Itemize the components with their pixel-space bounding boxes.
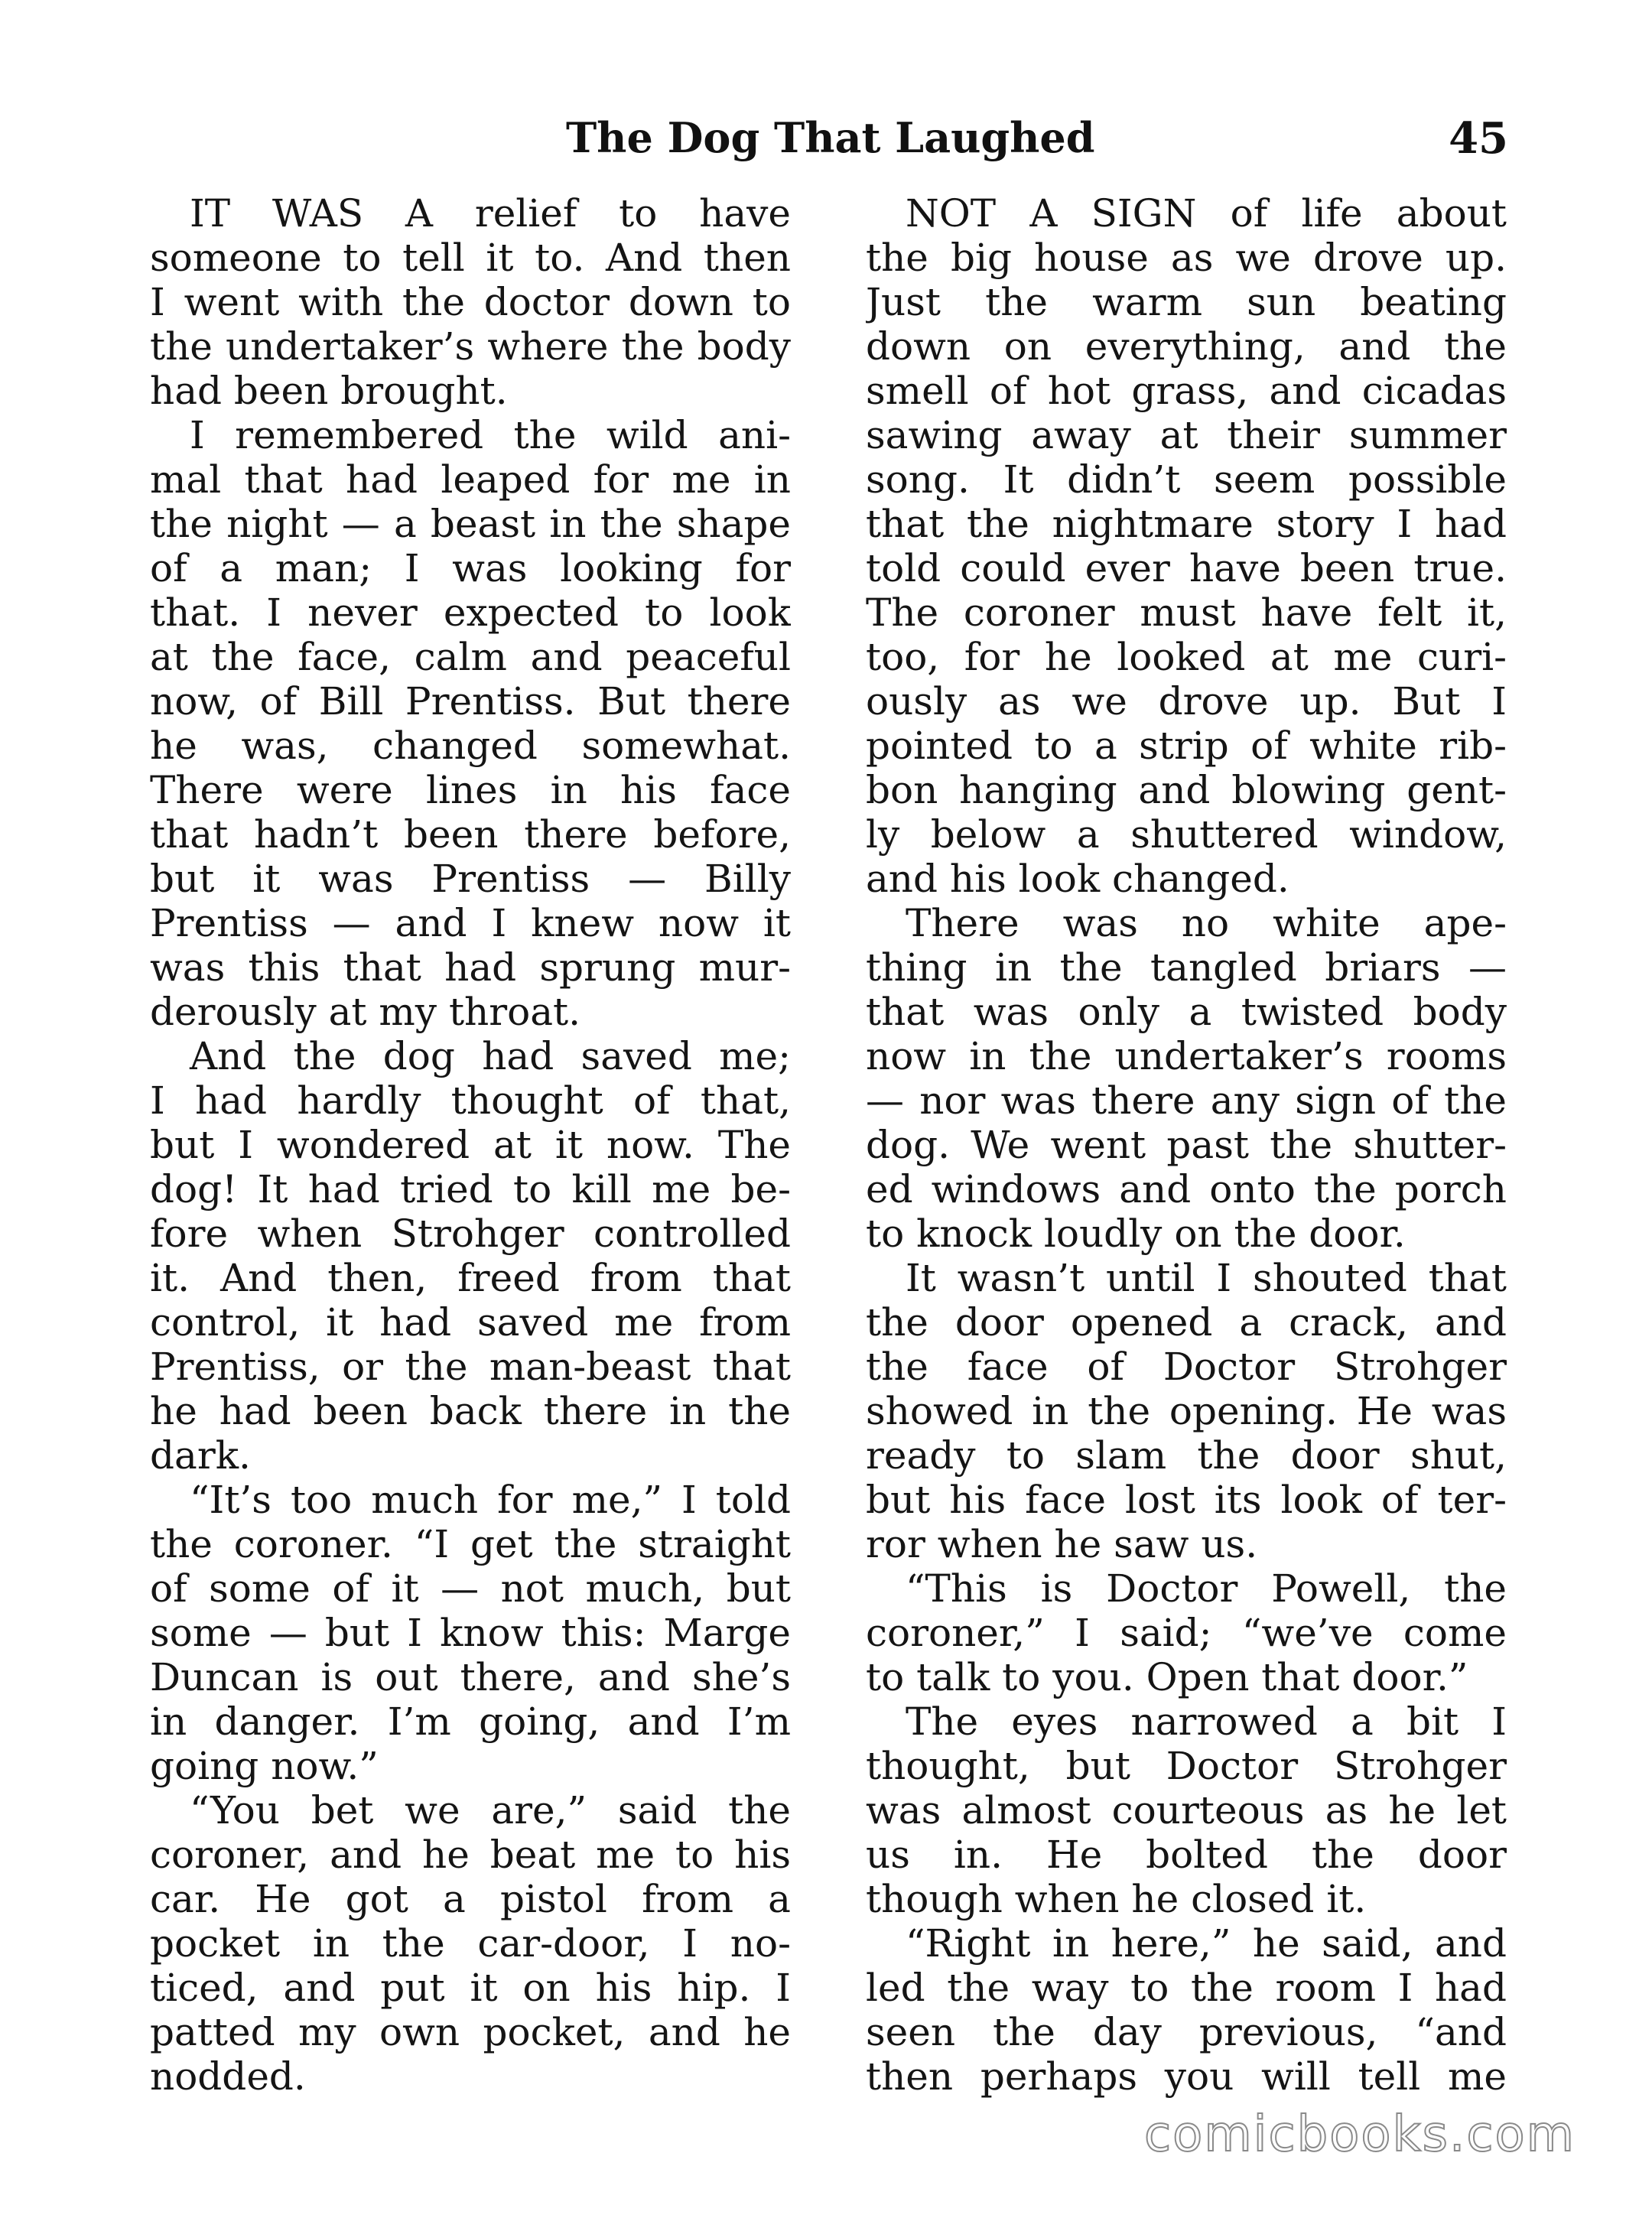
text-line: some — but I know this: Marge xyxy=(150,1611,791,1655)
text-line: now, of Bill Prentiss. But there xyxy=(150,679,791,724)
text-line: led the way to the room I had xyxy=(866,1966,1507,2010)
text-line: and his look changed. xyxy=(866,857,1289,901)
text-line: pocket in the car-door, I no- xyxy=(150,1921,791,1966)
text-line: pointed to a strip of white rib- xyxy=(866,724,1507,768)
text-line: IT WAS A relief to have xyxy=(190,191,791,236)
text-line: ready to slam the door shut, xyxy=(866,1433,1507,1478)
text-line: that was only a twisted body xyxy=(866,990,1507,1034)
text-line: dark. xyxy=(150,1433,251,1478)
text-line: the undertaker’s where the body xyxy=(150,324,791,369)
text-line: song. It didn’t seem possible xyxy=(866,457,1507,502)
text-line: coroner, and he beat me to his xyxy=(150,1833,791,1877)
text-line: And the dog had saved me; xyxy=(190,1034,791,1078)
text-line: seen the day previous, “and xyxy=(866,2010,1507,2054)
text-line: he was, changed somewhat. xyxy=(150,724,791,768)
text-line: though when he closed it. xyxy=(866,1877,1367,1921)
text-line: showed in the opening. He was xyxy=(866,1389,1507,1433)
text-line: the night — a beast in the shape xyxy=(150,502,791,546)
text-line: the face of Doctor Strohger xyxy=(866,1345,1507,1389)
text-line: it. And then, freed from that xyxy=(150,1256,791,1300)
text-line: sawing away at their summer xyxy=(866,413,1507,457)
text-line: us in. He bolted the door xyxy=(866,1833,1507,1877)
running-head-title: The Dog That Laughed xyxy=(566,113,1095,162)
text-line: down on everything, and the xyxy=(866,324,1507,369)
text-line: ed windows and onto the porch xyxy=(866,1167,1507,1211)
text-line: “It’s too much for me,” I told xyxy=(190,1478,791,1522)
text-line: — nor was there any sign of the xyxy=(866,1078,1507,1123)
text-line: There were lines in his face xyxy=(150,768,791,812)
text-line: someone to tell it to. And then xyxy=(150,236,791,280)
text-line: ror when he saw us. xyxy=(866,1522,1258,1566)
text-line: too, for he looked at me curi- xyxy=(866,635,1507,679)
text-line: the door opened a crack, and xyxy=(866,1300,1507,1345)
page-number: 45 xyxy=(1449,113,1508,164)
text-line: car. He got a pistol from a xyxy=(150,1877,791,1921)
text-line: coroner,” I said; “we’ve come xyxy=(866,1611,1507,1655)
text-line: Prentiss — and I knew now it xyxy=(150,901,791,945)
left-text-column xyxy=(150,191,791,2099)
text-line: had been brought. xyxy=(150,369,508,413)
text-line: but it was Prentiss — Billy xyxy=(150,857,791,901)
text-line: control, it had saved me from xyxy=(150,1300,791,1345)
text-line: ly below a shuttered window, xyxy=(866,812,1507,857)
text-line: bon hanging and blowing gent- xyxy=(866,768,1507,812)
text-line: I had hardly thought of that, xyxy=(150,1078,791,1123)
text-line: mal that had leaped for me in xyxy=(150,457,791,502)
text-line: fore when Strohger controlled xyxy=(150,1211,791,1256)
text-line: going now.” xyxy=(150,1744,379,1788)
text-line: was almost courteous as he let xyxy=(866,1788,1507,1833)
text-line: he had been back there in the xyxy=(150,1389,791,1433)
text-line: dog! It had tried to kill me be- xyxy=(150,1167,791,1211)
text-line: Just the warm sun beating xyxy=(866,280,1507,324)
text-line: ticed, and put it on his hip. I xyxy=(150,1966,791,2010)
text-line: at the face, calm and peaceful xyxy=(150,635,791,679)
text-line: thing in the tangled briars — xyxy=(866,945,1507,990)
text-line: Prentiss, or the man-beast that xyxy=(150,1345,791,1389)
text-line: “You bet we are,” said the xyxy=(190,1788,791,1833)
text-line: The coroner must have felt it, xyxy=(866,590,1507,635)
text-line: but his face lost its look of ter- xyxy=(866,1478,1507,1522)
text-line: dog. We went past the shutter- xyxy=(866,1123,1507,1167)
text-line: of some of it — not much, but xyxy=(150,1566,791,1611)
text-line: thought, but Doctor Strohger xyxy=(866,1744,1507,1788)
text-line: that. I never expected to look xyxy=(150,590,791,635)
text-line: nodded. xyxy=(150,2054,306,2099)
text-line: that the nightmare story I had xyxy=(866,502,1507,546)
text-line: the coroner. “I get the straight xyxy=(150,1522,791,1566)
text-line: patted my own pocket, and he xyxy=(150,2010,791,2054)
text-line: then perhaps you will tell me xyxy=(866,2054,1507,2099)
text-line: Duncan is out there, and she’s xyxy=(150,1655,791,1699)
text-line: It wasn’t until I shouted that xyxy=(906,1256,1507,1300)
text-line: The eyes narrowed a bit I xyxy=(906,1699,1507,1744)
text-line: that hadn’t been there before, xyxy=(150,812,791,857)
site-watermark: comicbooks.com xyxy=(1143,2106,1576,2163)
text-line: but I wondered at it now. The xyxy=(150,1123,791,1167)
text-line: to knock loudly on the door. xyxy=(866,1211,1406,1256)
text-line: “Right in here,” he said, and xyxy=(906,1921,1507,1966)
text-line: of a man; I was looking for xyxy=(150,546,791,590)
right-text-column xyxy=(866,191,1507,2099)
text-line: to talk to you. Open that door.” xyxy=(866,1655,1468,1699)
text-line: I went with the doctor down to xyxy=(150,280,791,324)
text-line: was this that had sprung mur- xyxy=(150,945,791,990)
text-line: There was no white ape- xyxy=(906,901,1507,945)
text-line: now in the undertaker’s rooms xyxy=(866,1034,1507,1078)
text-line: told could ever have been true. xyxy=(866,546,1507,590)
text-line: I remembered the wild ani- xyxy=(190,413,791,457)
text-line: ously as we drove up. But I xyxy=(866,679,1507,724)
text-line: smell of hot grass, and cicadas xyxy=(866,369,1507,413)
text-line: “This is Doctor Powell, the xyxy=(906,1566,1507,1611)
text-line: in danger. I’m going, and I’m xyxy=(150,1699,791,1744)
text-line: NOT A SIGN of life about xyxy=(906,191,1507,236)
text-line: derously at my throat. xyxy=(150,990,581,1034)
text-line: the big house as we drove up. xyxy=(866,236,1507,280)
